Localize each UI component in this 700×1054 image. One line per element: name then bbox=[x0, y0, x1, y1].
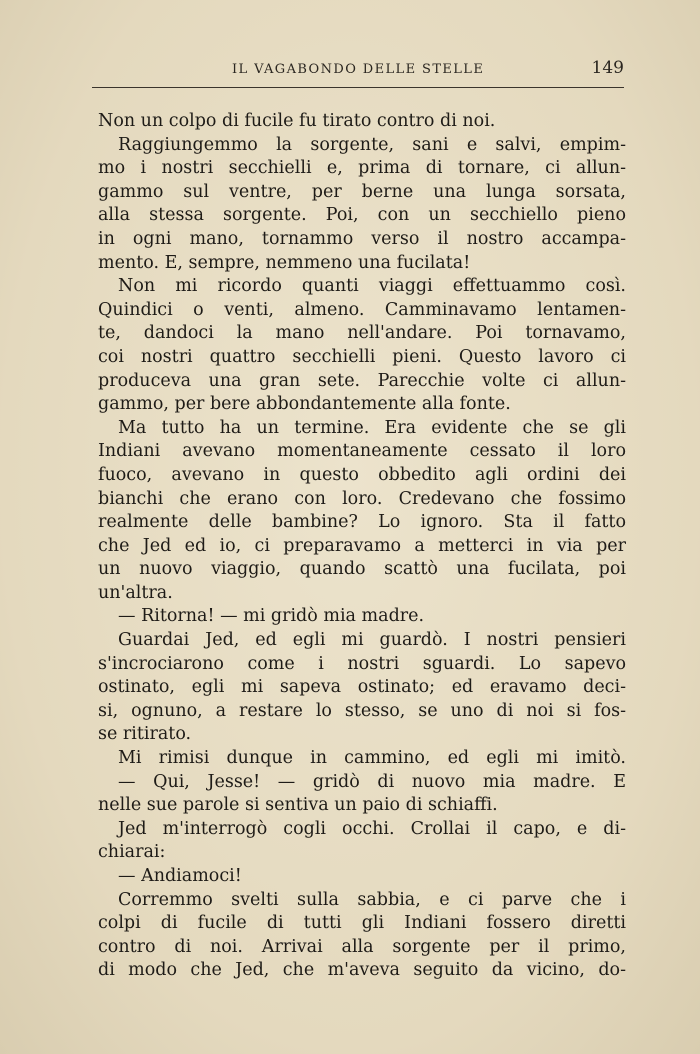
text-line: Jed m'interrogò cogli occhi. Crollai il capo, e di- bbox=[118, 818, 626, 839]
text-line: Guardai Jed, ed egli mi guardò. I nostri pensieri bbox=[118, 630, 626, 651]
text-line: gammo, per bere abbondantemente alla fonte. bbox=[98, 394, 511, 415]
text-line: colpi di fucile di tutti gli Indiani fossero diretti bbox=[98, 913, 626, 934]
text-line: — Andiamoci! bbox=[118, 866, 242, 886]
text-line: chiarai: bbox=[98, 842, 166, 863]
text-line: un nuovo viaggio, quando scattò una fucilata, poi bbox=[98, 559, 626, 580]
text-line: nelle sue parole si sentiva un paio di schiaffi. bbox=[98, 795, 498, 816]
header-rule bbox=[92, 87, 624, 88]
text-line: in ogni mano, tornammo verso il nostro accampa- bbox=[98, 228, 626, 249]
text-line: di modo che Jed, che m'aveva seguito da vicino, do- bbox=[98, 960, 626, 981]
text-line: te, dandoci la mano nell'andare. Poi tornavamo, bbox=[98, 323, 626, 344]
text-line: Quindici o venti, almeno. Camminavamo lentamen- bbox=[98, 299, 626, 320]
text-line: produceva una gran sete. Parecchie volte ci allun- bbox=[98, 370, 626, 391]
text-line: ostinato, egli mi sapeva ostinato; ed eravamo deci- bbox=[98, 677, 626, 698]
text-line: contro di noi. Arrivai alla sorgente per il primo, bbox=[98, 936, 626, 957]
running-head bbox=[98, 58, 626, 84]
body-text bbox=[98, 110, 626, 983]
text-line: — Ritorna! — mi gridò mia madre. bbox=[118, 606, 425, 627]
running-title: IL VAGABONDO DELLE STELLE bbox=[232, 62, 485, 77]
text-line: si, ognuno, a restare lo stesso, se uno di noi si fos- bbox=[98, 700, 626, 721]
text-line: Ma tutto ha un termine. Era evidente che se gli bbox=[118, 417, 626, 438]
text-line: mo i nostri secchielli e, prima di tornare, ci allun- bbox=[98, 158, 626, 179]
text-line: Non mi ricordo quanti viaggi effettuammo così. bbox=[118, 276, 626, 297]
text-line: che Jed ed io, ci preparavamo a metterci in via per bbox=[98, 535, 626, 556]
text-line: Corremmo svelti sulla sabbia, e ci parve che i bbox=[118, 889, 626, 910]
text-line: un'altra. bbox=[98, 582, 173, 603]
text-line: — Qui, Jesse! — gridò di nuovo mia madre. E bbox=[118, 771, 626, 792]
text-line: Raggiungemmo la sorgente, sani e salvi, empim- bbox=[118, 134, 626, 155]
text-line: gammo sul ventre, per berne una lunga sorsata, bbox=[98, 181, 626, 202]
text-line: realmente delle bambine? Lo ignoro. Sta il fatto bbox=[98, 512, 626, 533]
text-line: mento. E, sempre, nemmeno una fucilata! bbox=[98, 252, 471, 273]
text-line: Indiani avevano momentaneamente cessato il loro bbox=[98, 441, 626, 462]
text-line: coi nostri quattro secchielli pieni. Questo lavoro ci bbox=[98, 346, 626, 367]
page-number: 149 bbox=[591, 58, 624, 78]
text-line: fuoco, avevano in questo obbedito agli ordini dei bbox=[98, 464, 626, 485]
text-line: alla stessa sorgente. Poi, con un secchiello pieno bbox=[98, 205, 626, 226]
text-line: se ritirato. bbox=[98, 724, 192, 745]
text-line: bianchi che erano con loro. Credevano che fossimo bbox=[98, 488, 626, 509]
text-line: Non un colpo di fucile fu tirato contro di noi. bbox=[98, 111, 496, 131]
text-line: s'incrociarono come i nostri sguardi. Lo sapevo bbox=[98, 653, 626, 674]
text-line: Mi rimisi dunque in cammino, ed egli mi imitò. bbox=[118, 748, 626, 769]
